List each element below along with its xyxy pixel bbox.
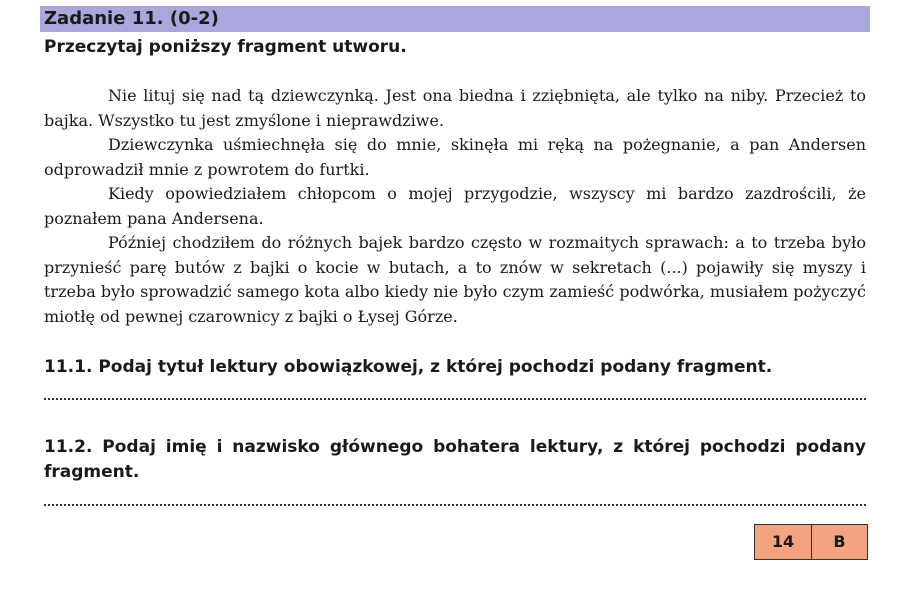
score-number: 14 bbox=[755, 525, 812, 559]
answer-line-11-1[interactable] bbox=[44, 398, 866, 400]
question-11-2: 11.2. Podaj imię i nazwisko głównego bohatera lektury, z której pochodzi podany fragment. bbox=[44, 437, 866, 482]
task-instruction: Przeczytaj poniższy fragment utworu. bbox=[44, 37, 407, 57]
score-letter: B bbox=[812, 525, 867, 559]
passage-paragraph: Dziewczynka uśmiechnęła się do mnie, skinęła mi ręką na pożegnanie, a pan Andersen odprowadził mnie z powrotem do furtki. bbox=[44, 135, 866, 179]
question-11-1: 11.1. Podaj tytuł lektury obowiązkowej, z której pochodzi podany fragment. bbox=[44, 357, 773, 377]
passage-paragraph: Kiedy opowiedziałem chłopcom o mojej przygodzie, wszyscy mi bardzo zazdrościli, że poznałem pana Andersena. bbox=[44, 184, 866, 228]
answer-line-11-2[interactable] bbox=[44, 504, 866, 506]
text-passage bbox=[44, 84, 866, 329]
passage-paragraph: Nie lituj się nad tą dziewczynką. Jest ona biedna i zziębnięta, ale tylko na niby. Przecież to bajka. Wszystko tu jest zmyślone i nieprawdziwe. bbox=[44, 86, 866, 130]
task-header: Zadanie 11. (0-2) bbox=[40, 6, 870, 32]
passage-paragraph: Później chodziłem do różnych bajek bardzo często w rozmaitych sprawach: a to trzeba było przynieść parę butów z bajki o kocie w butach, a to znów w sekretach (...) pojawiły się myszy i trzeba było sprowadzić samego kota albo kiedy nie było czym zamieść podwórka, musiałem pożyczyć miotłę od pewnej czarownicy z bajki o Łysej Górze. bbox=[44, 233, 866, 326]
score-box bbox=[754, 524, 868, 560]
